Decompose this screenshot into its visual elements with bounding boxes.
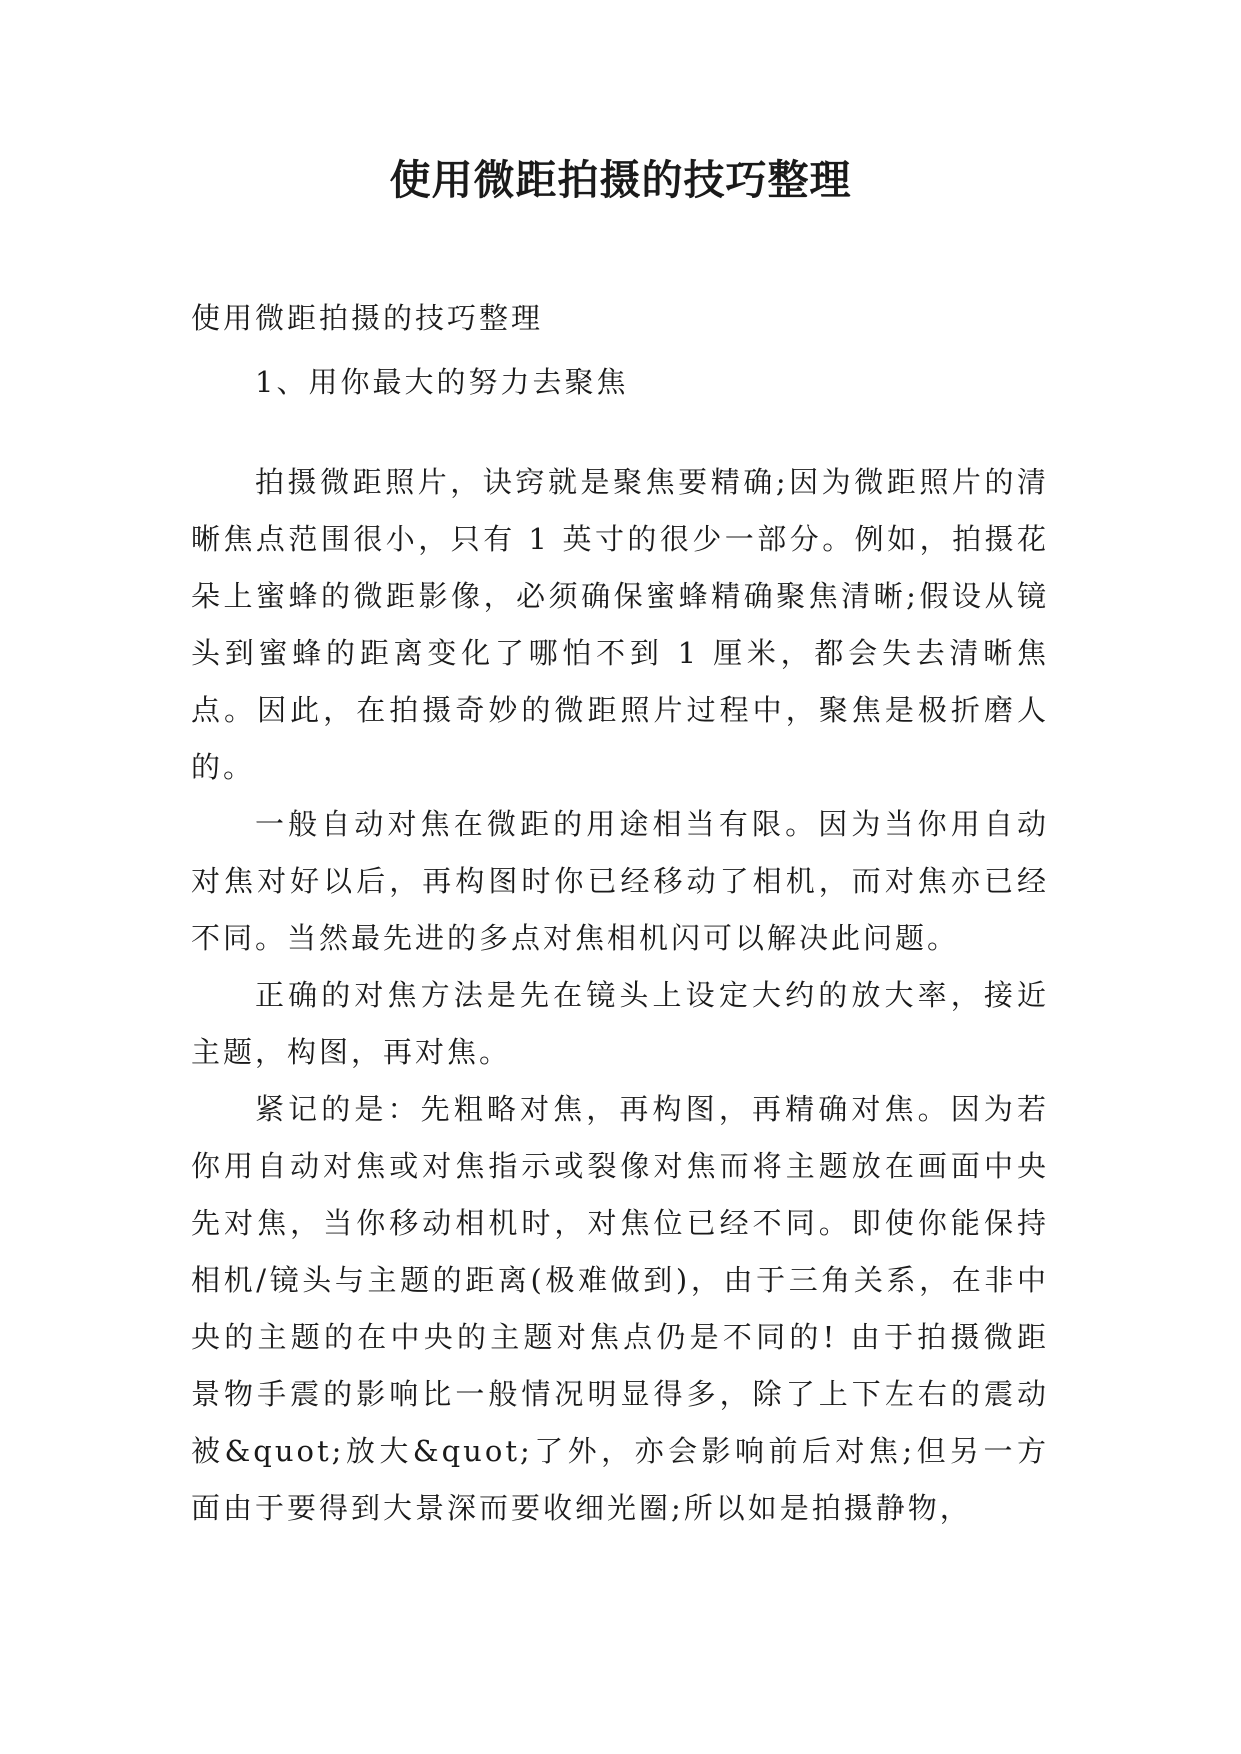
paragraph-4: 紧记的是：先粗略对焦，再构图，再精确对焦。因为若你用自动对焦或对焦指示或裂像对焦而将主题放在画面中央先对焦，当你移动相机时，对焦位已经不同。即使你能保持相机/镜头与主题的距离(极难做到)，由于三角关系，在非中央的主题的在中央的主题对焦点仍是不同的! 由于拍摄微距景物手震的影响比一般情况明显得多，除了上下左右的震动被&quot;放大&quot;了外，亦会影响前后对焦;但另一方面由于要得到大景深而要收细光圈;所以如是拍摄静物， (191, 1092, 1049, 1525)
section-heading: 1、用你最大的努力去聚焦 (255, 365, 629, 399)
document-subtitle: 使用微距拍摄的技巧整理 (191, 301, 544, 335)
document-title: 使用微距拍摄的技巧整理 (389, 156, 852, 204)
document-body (191, 290, 1049, 1537)
paragraph-3: 正确的对焦方法是先在镜头上设定大约的放大率，接近主题，构图，再对焦。 (191, 978, 1049, 1069)
paragraph-1: 拍摄微距照片，诀窍就是聚焦要精确;因为微距照片的清晰焦点范围很小，只有 1 英寸的很少一部分。例如，拍摄花朵上蜜蜂的微距影像，必须确保蜜蜂精确聚焦清晰;假设从镜头到蜜蜂的距离变化了哪怕不到 1 厘米，都会失去清晰焦点。因此，在拍摄奇妙的微距照片过程中，聚焦是极折磨人的。 (191, 465, 1049, 784)
paragraph-2: 一般自动对焦在微距的用途相当有限。因为当你用自动对焦对好以后，再构图时你已经移动了相机，而对焦亦已经不同。当然最先进的多点对焦相机闪可以解决此问题。 (191, 807, 1049, 955)
